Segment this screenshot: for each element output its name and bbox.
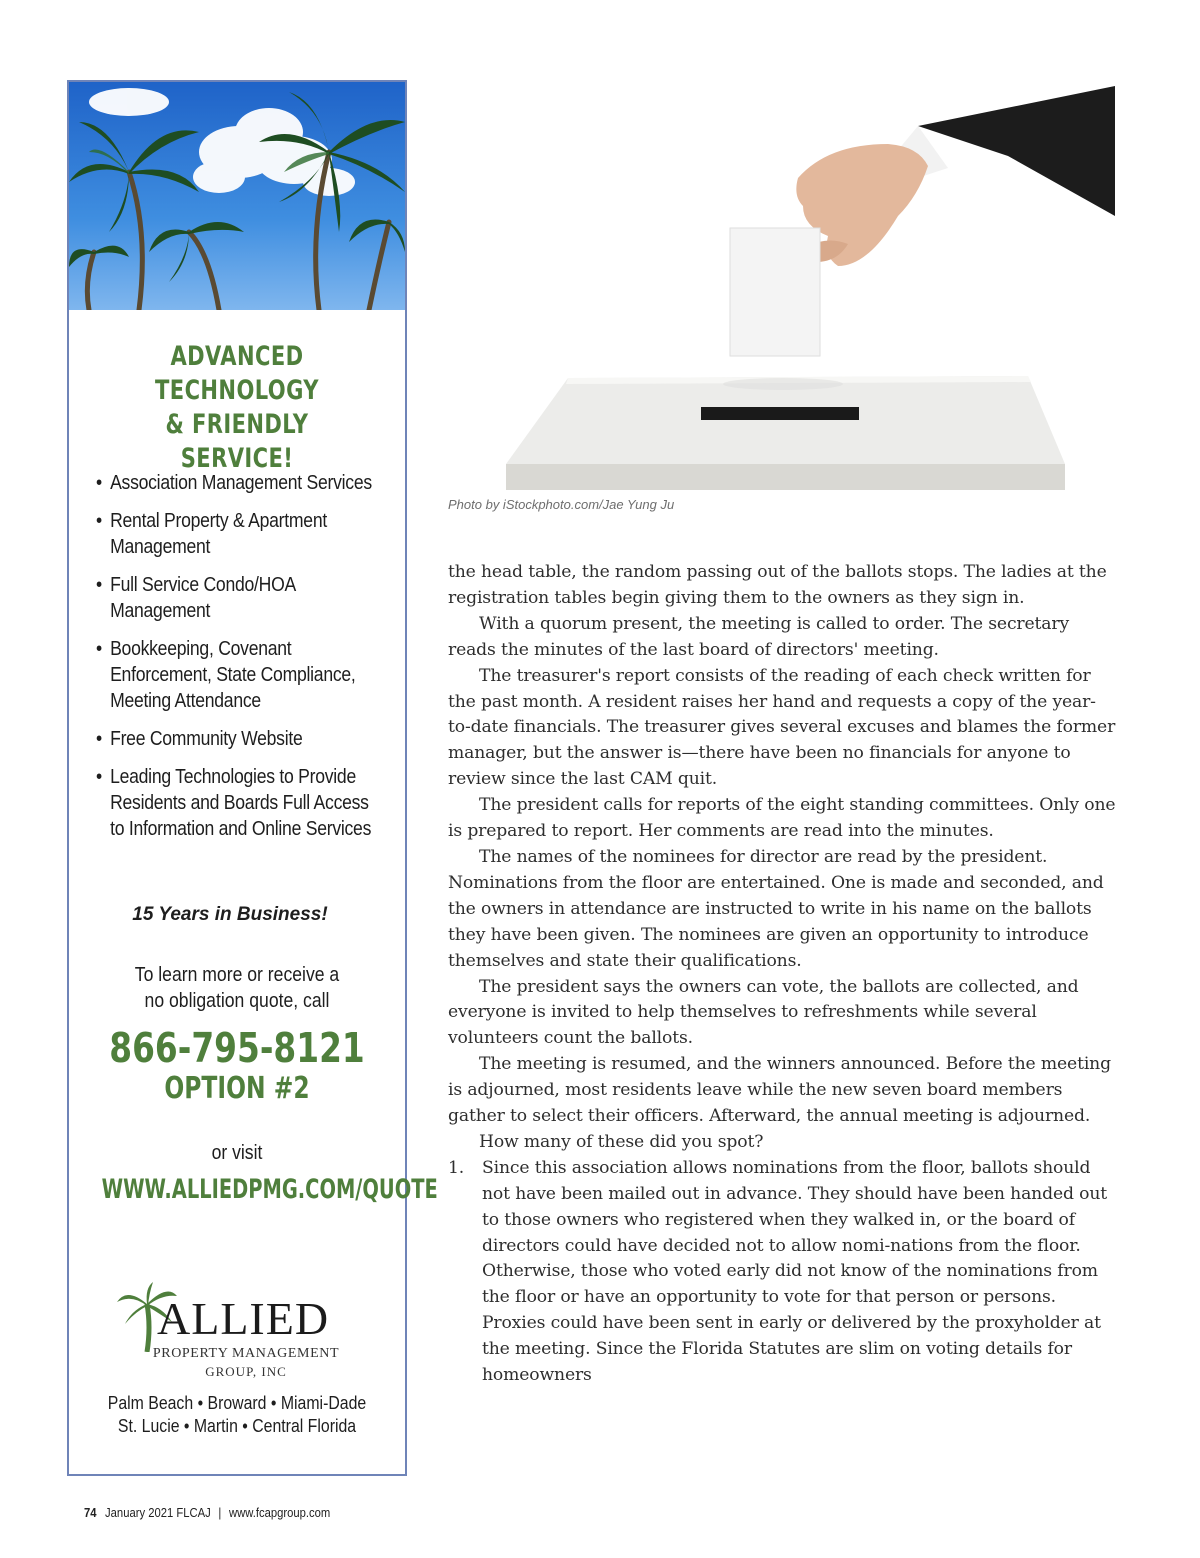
allied-logo <box>117 1282 367 1382</box>
page-footer <box>84 1506 330 1520</box>
article-paragraph: The treasurer's report consists of the reading of each check written for the past month. A resident raises her hand and requests a copy of the year-to-date financials. The treasurer gives several excuses and blames the former manager, but the answer is—there have been no financials for anyone to review since the last CAM quit. <box>448 665 1116 790</box>
ad-website-link[interactable]: WWW.ALLIEDPMG.COM/QUOTE <box>101 1174 438 1205</box>
ad-regions <box>89 1392 385 1438</box>
ad-headline-line1: ADVANCED TECHNOLOGY <box>155 341 319 406</box>
ad-regions-line1: Palm Beach • Broward • Miami-Dade <box>107 1393 367 1413</box>
ad-learn-line2: no obligation quote, call <box>144 990 330 1012</box>
list-item: • Bookkeeping, Covenant Enforcement, State Compliance, Meeting Attendance <box>96 636 365 714</box>
list-item: • Rental Property & Apartment Management <box>96 508 348 560</box>
list-item <box>448 1156 1118 1389</box>
list-item-text: Since this association allows nominations from the floor, ballots should not have been mailed out in advance. They should have been handed out to those owners who registered when they walked in, or the board of directors could have decided not to allow nomi-nations from the floor. Otherwise, those who voted early did not know of the nominations from the floor or have an opportunity to vote for that person or persons. Proxies could have been sent in early or delivered by the proxyholder at the meeting. Since the Florida Statutes are slim on voting details for homeowners <box>482 1157 1108 1386</box>
palm-trees-image <box>69 82 405 310</box>
list-item: • Full Service Condo/HOA Management <box>96 572 321 624</box>
list-item-number: 1. <box>448 1157 465 1178</box>
ad-learn-line1: To learn more or receive a <box>134 964 340 986</box>
ballot-box-photo <box>448 86 1115 494</box>
article-body <box>448 560 1118 1389</box>
ad-visit-label: or visit <box>211 1142 263 1164</box>
ad-headline-line2: & FRIENDLY SERVICE! <box>165 409 309 474</box>
ad-learn-more <box>89 962 385 1014</box>
ad-years-in-business: 15 Years in Business! <box>132 904 328 925</box>
article-numbered-list <box>448 1156 1118 1389</box>
article-paragraph: The president says the owners can vote, the ballots are collected, and everyone is invited to help themselves to refreshments while several volunteers count the ballots. <box>448 976 1079 1049</box>
footer-issue: January 2021 FLCAJ <box>105 1506 211 1520</box>
logo-subtitle-2: GROUP, INC <box>205 1364 287 1379</box>
article-paragraph: the head table, the random passing out of the ballots stops. The ladies at the registration tables begin giving them to the owners as they sign in. <box>448 562 1107 608</box>
list-item: • Leading Technologies to Provide Residents and Boards Full Access to Information and Online Services <box>96 764 378 842</box>
advertisement <box>67 80 438 1476</box>
logo-wordmark: ALLIED <box>157 1293 330 1344</box>
footer-separator: | <box>218 1506 222 1520</box>
footer-website-link[interactable]: www.fcapgroup.com <box>228 1506 331 1520</box>
article-paragraph: The meeting is resumed, and the winners announced. Before the meeting is adjourned, most residents leave while the new seven board members gather to select their officers. Afterward, the annual meeting is adjourned. <box>448 1054 1111 1127</box>
logo-subtitle: PROPERTY MANAGEMENT <box>152 1346 340 1361</box>
photo-caption: Photo by iStockphoto.com/Jae Yung Ju <box>448 497 675 512</box>
list-item: • Free Community Website <box>96 726 392 752</box>
ad-services-list <box>96 470 396 854</box>
article-paragraph: With a quorum present, the meeting is called to order. The secretary reads the minutes of the last board of directors' meeting. <box>448 613 1070 660</box>
ad-regions-line2: St. Lucie • Martin • Central Florida <box>117 1416 357 1436</box>
ad-phone-number[interactable]: 866-795-8121 <box>109 1024 365 1072</box>
article-paragraph: The president calls for reports of the eight standing committees. Only one is prepared to report. Her comments are read into the minutes. <box>448 795 1116 842</box>
list-item: • Association Management Services <box>96 470 392 496</box>
article-paragraph: The names of the nominees for director are read by the president. Nominations from the floor are entertained. One is made and seconded, and the owners in attendance are instructed to write in his name on the ballots they have been given. The nominees are given an opportunity to introduce themselves and state their qualifications. <box>448 846 1104 971</box>
article-paragraph: How many of these did you spot? <box>479 1131 764 1152</box>
ad-phone-option: OPTION #2 <box>164 1071 310 1106</box>
ad-headline <box>106 340 368 476</box>
page-number: 74 <box>84 1506 97 1520</box>
